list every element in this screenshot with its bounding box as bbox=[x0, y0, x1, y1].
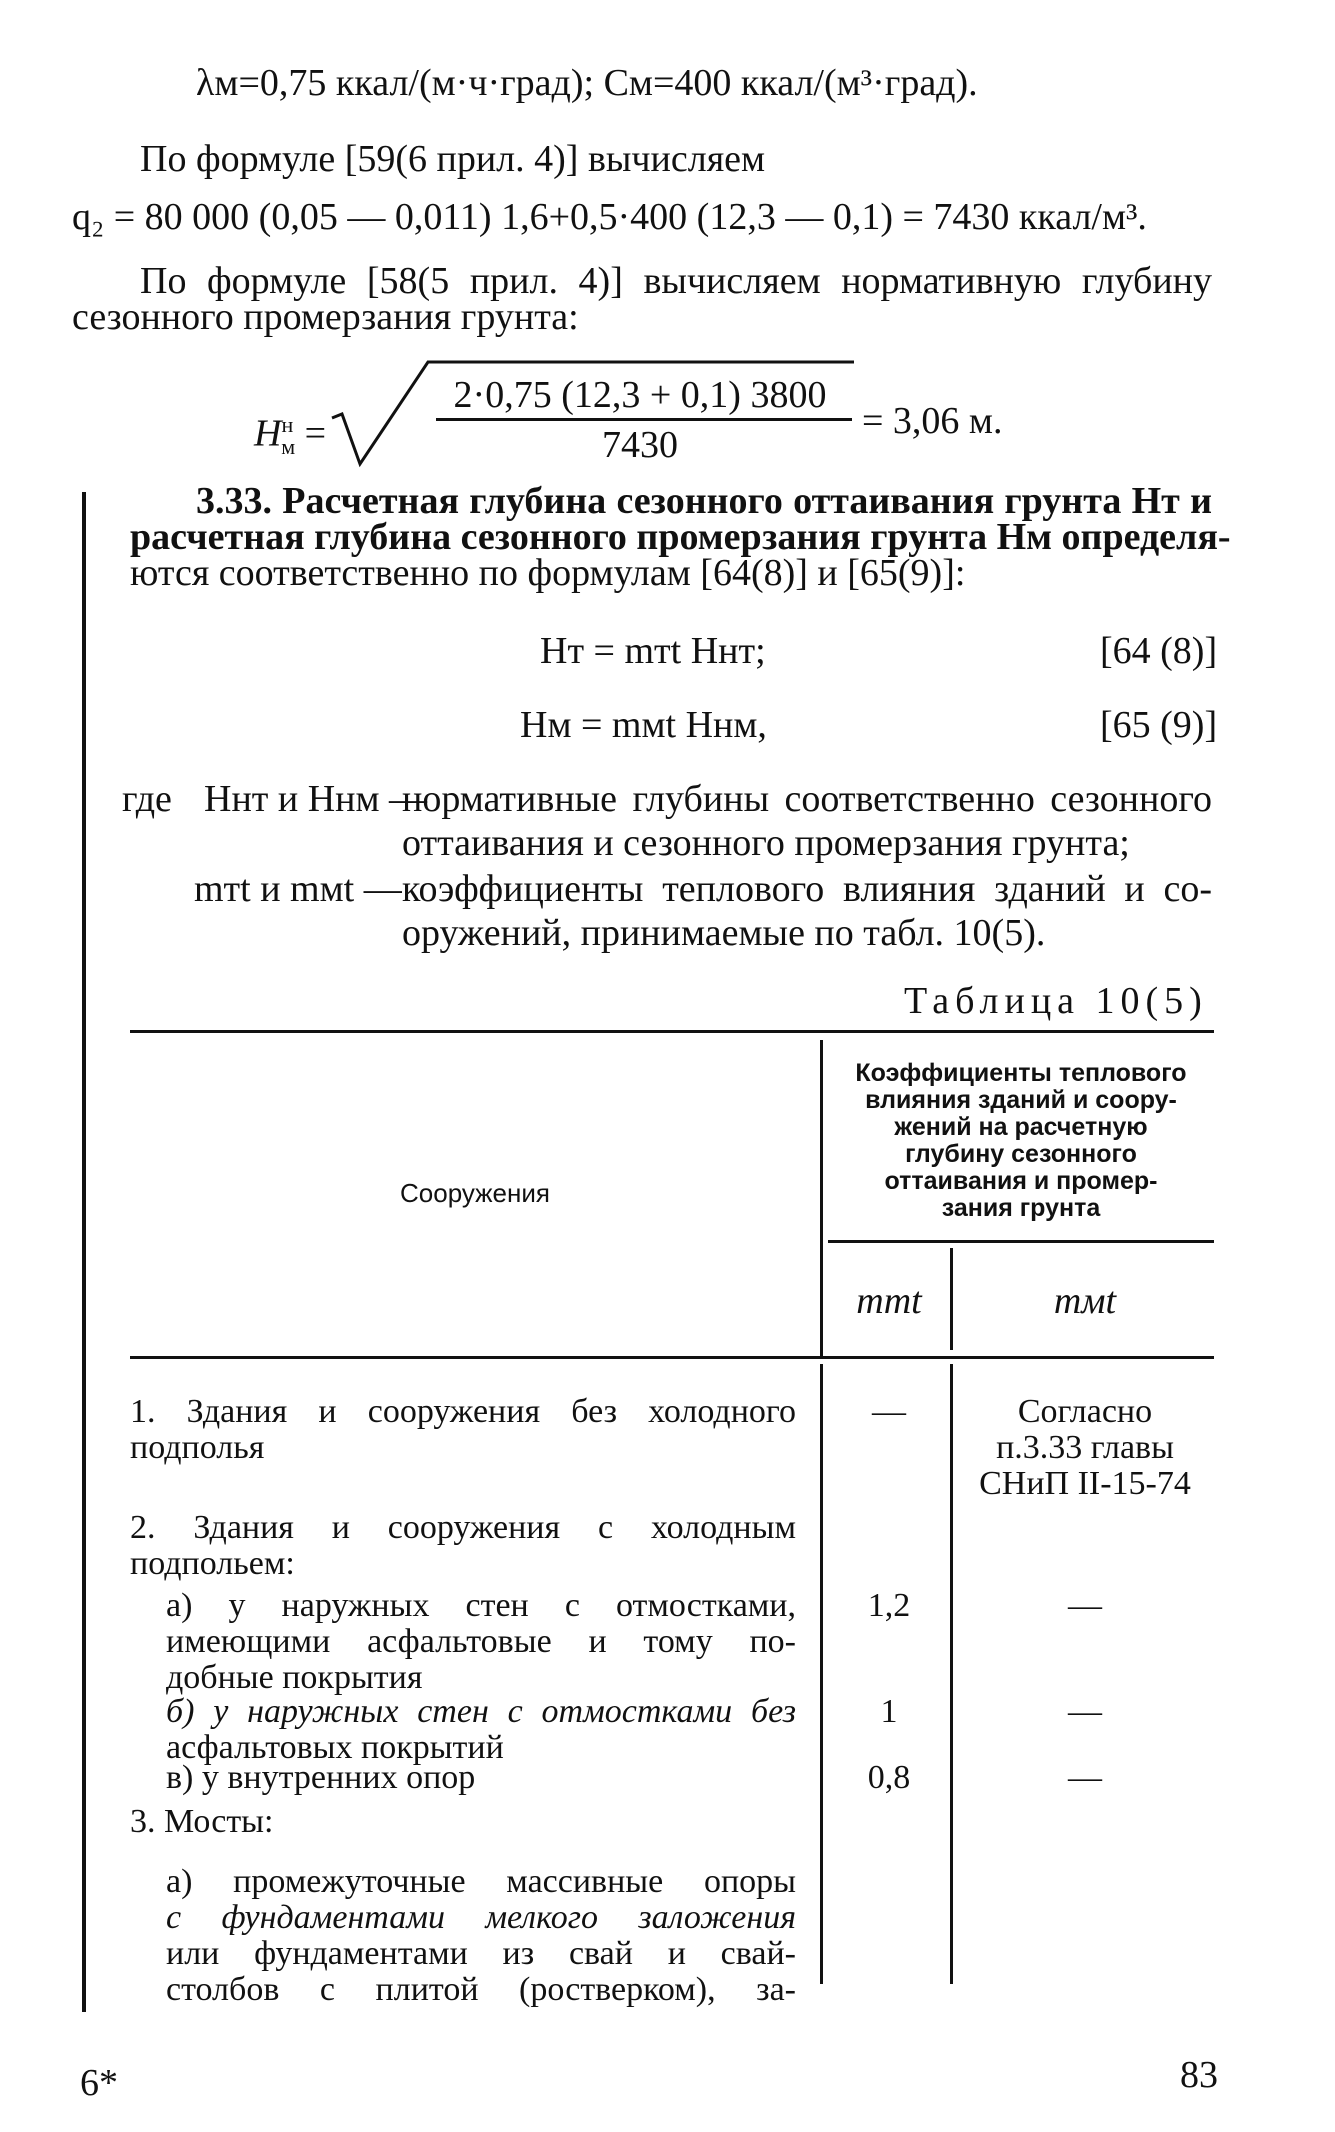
table-row-2c-mm: — bbox=[1068, 1759, 1102, 1796]
header-coefficients: Коэффициенты теплового влияния зданий и соору- жений на расчетную глубину сезонного оттаивания и промер- зания грунта bbox=[855, 1059, 1187, 1222]
formula-ref-64: [64 (8)] bbox=[1100, 630, 1218, 672]
table-row-3a-text: а) промежуточные массивные опоры с фундаментами мелкого заложения или фундаментами из свай и свай- столбов с плитой (ростверком), за- bbox=[166, 1863, 796, 2008]
where-term2: mтt и mмt — bbox=[194, 868, 402, 910]
formula-hm-numerator: 2·0,75 (12,3 + 0,1) 3800 bbox=[453, 374, 827, 416]
table-subheader-rule bbox=[828, 1240, 1214, 1243]
where-label: где bbox=[122, 778, 172, 820]
table-row-2b-mt: 1 bbox=[880, 1693, 898, 1730]
table-caption: Таблица 10(5) bbox=[904, 980, 1208, 1022]
margin-change-bar bbox=[82, 492, 86, 2012]
page-number: 83 bbox=[1180, 2054, 1218, 2096]
header-structures: Сооружения bbox=[400, 1178, 550, 1208]
formula-ref-65: [65 (9)] bbox=[1100, 704, 1218, 746]
formula-hm-lhs: $H^н_м$ = bbox=[254, 412, 327, 460]
header-mm: mмt bbox=[1053, 1280, 1117, 1322]
header-mt: mтt bbox=[856, 1280, 922, 1322]
table-row-2a-mt: 1,2 bbox=[867, 1587, 911, 1624]
line-formula-58: По формуле [58(5 прил. 4)] вычисляем нормативную глубину bbox=[140, 260, 1212, 302]
section-title-line1: 3.33. Расчетная глубина сезонного оттаивания грунта Hт и bbox=[196, 480, 1212, 522]
table-row-1-text: 1. Здания и сооружения без холодного подполья bbox=[130, 1393, 796, 1466]
table-row-2c-text: в) у внутренних опор bbox=[166, 1759, 476, 1796]
line-formula-59: По формуле [59(6 прил. 4)] вычисляем bbox=[140, 138, 766, 180]
formula-ht: Hт = mтt Hнт; bbox=[540, 630, 766, 672]
table-row-1-mt: — bbox=[872, 1393, 906, 1430]
where-def2-line2: оружений, принимаемые по табл. 10(5). bbox=[402, 912, 1046, 954]
where-def1-line2: оттаивания и сезонного промерзания грунта; bbox=[402, 822, 1130, 864]
formula-hm-denominator: 7430 bbox=[602, 424, 678, 466]
table-row-2b-mm: — bbox=[1068, 1693, 1102, 1730]
table-subcol-divider-header bbox=[950, 1248, 953, 1350]
formula-hm-result: = 3,06 м. bbox=[862, 400, 1003, 442]
table-row-2a-text: а) у наружных стен с отмостками, имеющими асфальтовые и тому по- добные покрытия bbox=[166, 1587, 796, 1696]
table-header-rule bbox=[130, 1356, 1214, 1359]
section-title-line2: расчетная глубина сезонного промерзания грунта Hм определя- bbox=[130, 516, 1231, 558]
where-def1-line1: нормативные глубины соответственно сезонного bbox=[402, 778, 1212, 820]
table-row-3-text: 3. Мосты: bbox=[130, 1803, 274, 1840]
table-col-divider-header bbox=[820, 1040, 823, 1358]
table-row-2a-mm: — bbox=[1068, 1587, 1102, 1624]
where-term1: Hнт и Hнм — bbox=[204, 778, 428, 820]
line-lambda: λм=0,75 ккал/(м·ч·град); Cм=400 ккал/(м³·град). bbox=[196, 62, 978, 104]
table-row-2b-text: б) у наружных стен с отмостками без асфальтовых покрытий bbox=[166, 1693, 796, 1766]
section-title-line3: ются соответственно по формулам [64(8)] и [65(9)]: bbox=[130, 552, 966, 594]
table-row-2-text: 2. Здания и сооружения с холодным подпольем: bbox=[130, 1509, 796, 1582]
table-col-divider-body bbox=[820, 1364, 823, 1984]
line-q2: q₂ = 80 000 (0,05 — 0,011) 1,6+0,5·400 (12,3 — 0,1) = 7430 ккал/м³. bbox=[72, 196, 1147, 238]
fraction-bar bbox=[436, 418, 852, 421]
line-seasonal: сезонного промерзания грунта: bbox=[72, 296, 579, 338]
formula-hm2: Hм = mмt Hнм, bbox=[520, 704, 767, 746]
where-def2-line1: коэффициенты теплового влияния зданий и со- bbox=[402, 868, 1212, 910]
table-top-rule bbox=[130, 1030, 1214, 1033]
table-row-2c-mt: 0,8 bbox=[867, 1759, 911, 1796]
signature-mark: 6* bbox=[80, 2062, 118, 2104]
table-subcol-divider-body bbox=[950, 1364, 953, 1984]
table-row-1-mm: Согласно п.3.33 главы СНиП II-15-74 bbox=[979, 1393, 1191, 1502]
